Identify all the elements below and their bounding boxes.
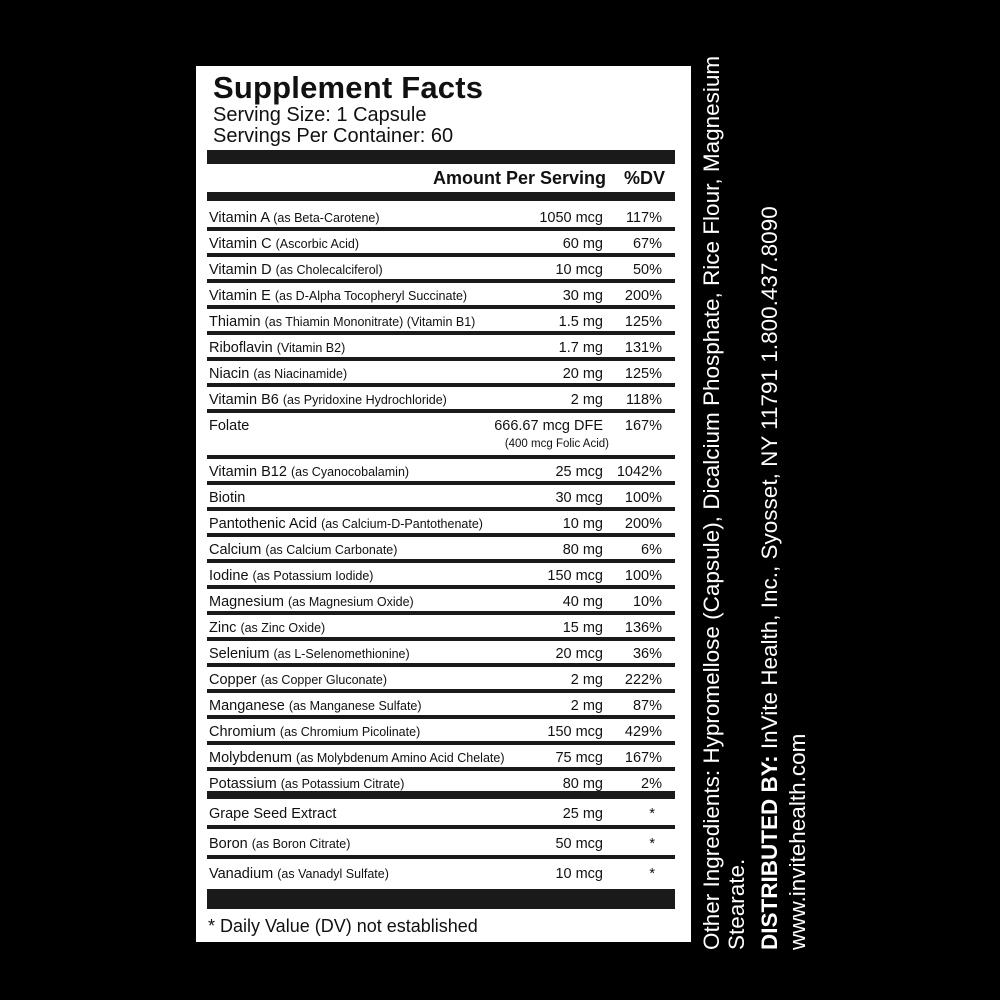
nutrient-label: Calcium [209,542,262,558]
nutrient-amount: 50 mcg [555,836,603,852]
nutrient-amount: 60 mg [562,236,603,252]
nutrient-label: Boron [209,836,248,852]
nutrient-name [209,806,336,822]
table-row [207,459,675,485]
nutrient-label: Vitamin A [209,210,270,226]
nutrient-source: (as Boron Citrate) [251,837,351,851]
table-row [207,641,675,667]
table-row [207,413,675,459]
nutrient-dv: 118% [625,392,662,408]
nutrient-dv: 136% [624,620,662,636]
nutrient-dv: 100% [624,490,662,506]
table-row [207,859,675,889]
nutrient-dv: 6% [641,542,662,558]
nutrient-label: Zinc [209,620,237,636]
nutrient-name [209,568,373,584]
nutrient-label: Vitamin E [209,288,271,304]
servings-per-container: Servings Per Container: 60 [213,125,454,147]
nutrient-amount: 20 mcg [555,646,603,662]
table-row [207,335,675,361]
nutrient-source: (as Chromium Picolinate) [279,725,421,739]
nutrient-label: Vitamin B6 [209,392,279,408]
nutrient-label: Chromium [209,724,276,740]
table-row [207,361,675,387]
nutrient-name [209,594,414,610]
nutrient-amount: 25 mg [562,806,603,822]
nutrient-label: Thiamin [209,314,261,330]
table-row [207,667,675,693]
nutrient-amount: 10 mg [562,516,603,532]
nutrient-dv: 2% [641,776,662,792]
nutrient-source: (as L-Selenomethionine) [273,647,410,661]
nutrient-source: (as Magnesium Oxide) [287,595,414,609]
ingredients-line-1: Other Ingredients: Hypromellose (Capsule), Dicalcium Phosphate, Rice Flour, Magnesium [699,55,724,950]
nutrient-label: Vanadium [209,866,274,882]
nutrient-dv: * [649,866,655,882]
panel-title: Supplement Facts [213,70,484,105]
nutrient-label: Biotin [209,490,246,506]
nutrient-source: (as Calcium Carbonate) [265,543,398,557]
nutrient-source: (as Vanadyl Sulfate) [277,867,389,881]
nutrient-label: Manganese [209,698,285,714]
nutrient-dv: 67% [632,236,662,252]
nutrient-source: (as Beta-Carotene) [273,211,380,225]
table-row [207,799,675,829]
nutrient-name [209,262,383,278]
table-row [207,693,675,719]
nutrient-dv: 117% [625,210,662,226]
serving-size: Serving Size: 1 Capsule [213,104,427,126]
nutrient-dv: 125% [624,366,662,382]
nutrient-label: Riboflavin [209,340,273,356]
table-row [207,205,675,231]
nutrient-name [209,464,409,480]
dv-header: %DV [623,168,665,188]
nutrient-amount: 75 mcg [555,750,603,766]
nutrient-amount: 80 mg [562,776,603,792]
table-row [207,283,675,309]
nutrient-dv: * [649,836,655,852]
table-row [207,257,675,283]
nutrient-name [209,516,483,532]
nutrient-name [209,236,359,252]
nutrient-label: Vitamin D [209,262,272,278]
nutrient-source: (as D-Alpha Tocopheryl Succinate) [274,289,468,303]
nutrient-source: (Vitamin B2) [276,341,346,355]
nutrient-name [209,698,422,714]
nutrient-dv: * [649,806,655,822]
footnote: * Daily Value (DV) not established [208,916,478,936]
table-row [207,387,675,413]
amount-per-serving-header: Amount Per Serving [432,168,606,188]
nutrient-amount: 10 mcg [555,262,603,278]
nutrient-source: (Ascorbic Acid) [275,237,359,251]
nutrient-dv: 200% [624,288,662,304]
thick-divider-top [207,150,675,164]
distributed-label: DISTRIBUTED BY: [757,755,782,950]
nutrient-name [209,750,504,766]
supplement-facts-panel [196,66,691,942]
nutrient-dv: 429% [624,724,662,740]
nutrient-amount: 150 mcg [547,568,603,584]
nutrient-source: (as Potassium Citrate) [280,777,405,791]
nutrient-dv: 222% [624,672,662,688]
nutrient-amount: 20 mg [562,366,603,382]
table-row [207,511,675,537]
table-row [207,309,675,335]
nutrient-source: (as Potassium Iodide) [252,569,374,583]
nutrient-label: Potassium [209,776,277,792]
table-row [207,563,675,589]
nutrient-amount: 15 mg [562,620,603,636]
table-row [207,537,675,563]
nutrient-amount: 80 mg [562,542,603,558]
nutrient-dv: 167% [624,418,662,434]
nutrient-name [209,836,350,852]
table-row [207,745,675,771]
nutrient-dv: 36% [632,646,662,662]
nutrient-name [209,418,249,434]
nutrient-name [209,620,325,636]
nutrient-source: (as Thiamin Mononitrate) (Vitamin B1) [264,315,476,329]
nutrient-name [209,866,389,882]
nutrient-name [209,314,475,330]
nutrient-name [209,210,380,226]
nutrient-amount: 30 mg [562,288,603,304]
nutrient-amount: 25 mcg [555,464,603,480]
table-row [207,231,675,257]
nutrient-amount: 1.7 mg [558,340,603,356]
nutrient-amount: 30 mcg [555,490,603,506]
nutrient-amount: 2 mg [570,392,603,408]
nutrient-name [209,646,410,662]
table-row [207,485,675,511]
nutrient-label: Vitamin B12 [209,464,287,480]
nutrient-source: (as Manganese Sulfate) [288,699,422,713]
nutrient-label: Folate [209,418,250,434]
nutrient-label: Molybdenum [209,750,293,766]
thick-divider-header [207,192,675,201]
nutrient-dv: 50% [632,262,662,278]
ingredients-text [699,55,749,950]
nutrient-source: (as Calcium-D-Pantothenate) [321,517,483,531]
nutrient-source: (as Cholecalciferol) [275,263,383,277]
nutrient-dv: 167% [624,750,662,766]
nutrient-name [209,490,245,506]
nutrient-label: Niacin [209,366,250,382]
nutrient-amount: 150 mcg [547,724,603,740]
nutrient-name [209,340,345,356]
distributor-details: InVite Health, Inc., Syosset, NY 11791 1.800.437.8090 [757,206,782,756]
nutrient-name [209,542,397,558]
nutrient-label: Pantothenic Acid [209,516,318,532]
nutrient-source: (as Niacinamide) [253,367,348,381]
nutrient-dv: 87% [632,698,662,714]
nutrient-source: (as Cyanocobalamin) [290,465,410,479]
nutrient-amount: 666.67 mcg DFE [494,418,603,434]
table-row [207,719,675,745]
nutrient-label: Grape Seed Extract [209,806,337,822]
nutrient-name [209,366,347,382]
nutrient-name [209,724,420,740]
table-row [207,771,675,799]
nutrient-dv: 125% [624,314,662,330]
nutrient-source: (as Zinc Oxide) [240,621,326,635]
table-row [207,589,675,615]
website-text: www.invitehealth.com [785,733,810,950]
nutrient-label: Magnesium [209,594,284,610]
nutrient-source: (as Molybdenum Amino Acid Chelate) [296,751,505,765]
nutrient-source: (as Copper Gluconate) [260,673,388,687]
nutrient-amount: 2 mg [570,672,603,688]
nutrient-dv: 10% [632,594,662,610]
nutrient-amount: 10 mcg [555,866,603,882]
nutrient-label: Selenium [209,646,270,662]
nutrient-dv: 131% [624,340,662,356]
distributor-text [757,90,782,950]
table-row [207,615,675,641]
nutrient-label: Vitamin C [209,236,272,252]
nutrient-amount: 1050 mcg [539,210,603,226]
nutrient-name [209,288,467,304]
nutrient-name [209,392,447,408]
nutrient-dv: 200% [624,516,662,532]
nutrient-amount: 2 mg [570,698,603,714]
nutrient-dv: 100% [624,568,662,584]
nutrient-name [209,776,404,792]
nutrient-source: (as Pyridoxine Hydrochloride) [282,393,447,407]
ingredients-line-2: Stearate. [724,858,749,950]
nutrient-amount: 1.5 mg [558,314,603,330]
nutrient-amount-note: (400 mcg Folic Acid) [504,438,609,450]
nutrient-label: Copper [209,672,257,688]
nutrient-label: Iodine [209,568,249,584]
thick-divider-bottom [207,889,675,909]
nutrient-dv: 1042% [616,464,662,480]
nutrient-name [209,672,387,688]
nutrient-amount: 40 mg [562,594,603,610]
table-row [207,829,675,859]
